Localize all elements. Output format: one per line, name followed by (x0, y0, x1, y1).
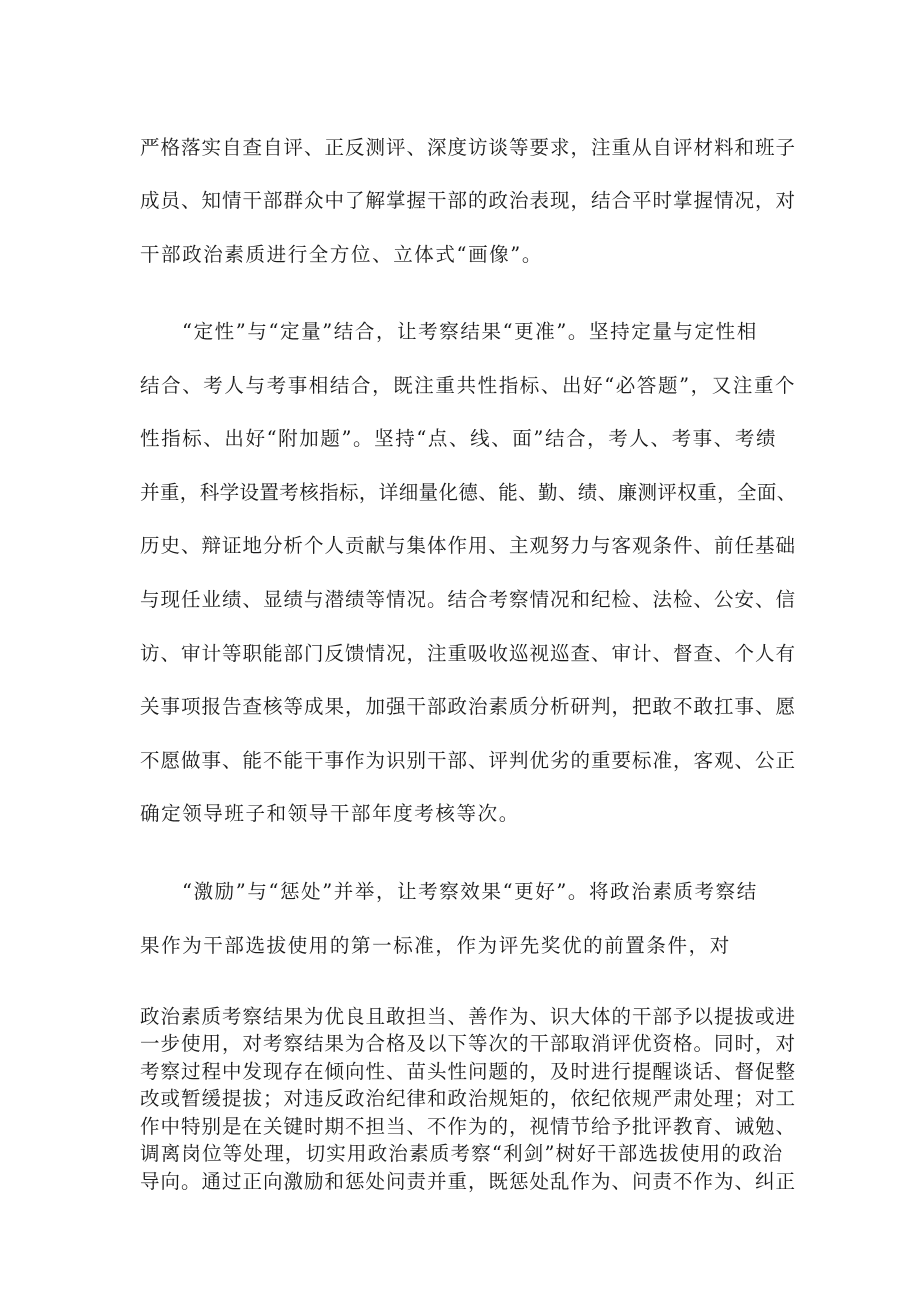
paragraph-line: 访、审计等职能部门反馈情况，注重吸收巡视巡查、审计、督查、个人有 (140, 642, 797, 665)
paragraph-line: 果作为干部选拔使用的第一标准，作为评先奖优的前置条件，对 (140, 934, 731, 957)
paragraph-line: 不愿做事、能不能干事作为识别干部、评判优劣的重要标准，客观、公正 (140, 749, 797, 772)
paragraph-line: 改或暂缓提拔；对违反政治纪律和政治规矩的，依纪依规严肃处理；对工 (140, 1087, 797, 1110)
paragraph-line: 干部政治素质进行全方位、立体式“画像”。 (140, 243, 543, 266)
paragraph-line: 关事项报告查核等成果，加强干部政治素质分析研判，把敢不敢扛事、愿 (140, 695, 797, 718)
paragraph-line: 政治素质考察结果为优良且敢担当、善作为、识大体的干部予以提拔或进 (140, 1005, 797, 1028)
paragraph-line: 作中特别是在关键时期不担当、不作为的，视情节给予批评教育、诫勉、 (140, 1115, 797, 1138)
paragraph-line: 考察过程中发现存在倾向性、苗头性问题的，及时进行提醒谈话、督促整 (140, 1060, 797, 1083)
paragraph-line: 并重，科学设置考核指标，详细量化德、能、勤、绩、廉测评权重，全面、 (140, 481, 797, 504)
paragraph-line: “激励”与“惩处”并举，让考察效果“更好”。将政治素质考察结 (182, 880, 758, 903)
paragraph-line: 调离岗位等处理，切实用政治素质考察“利剑”树好干部选拔使用的政治 (140, 1142, 784, 1165)
paragraph-line: 历史、辩证地分析个人贡献与集体作用、主观努力与客观条件、前任基础 (140, 534, 797, 557)
paragraph-line: 严格落实自查自评、正反测评、深度访谈等要求，注重从自评材料和班子 (140, 136, 797, 159)
paragraph-line: 一步使用，对考察结果为合格及以下等次的干部取消评优资格。同时，对 (140, 1032, 797, 1055)
paragraph-line: 导向。通过正向激励和惩处问责并重，既惩处乱作为、问责不作为、纠正 (140, 1170, 797, 1193)
paragraph-line: 与现任业绩、显绩与潜绩等情况。结合考察情况和纪检、法检、公安、信 (140, 588, 797, 611)
paragraph-line: “定性”与“定量”结合，让考察结果“更准”。坚持定量与定性相 (182, 320, 758, 343)
paragraph-line: 成员、知情干部群众中了解掌握干部的政治表现，结合平时掌握情况，对 (140, 189, 797, 212)
paragraph-line: 结合、考人与考事相结合，既注重共性指标、出好“必答题”，又注重个 (140, 374, 797, 397)
paragraph-line: 性指标、出好“附加题”。坚持“点、线、面”结合，考人、考事、考绩 (140, 427, 778, 450)
paragraph-line: 确定领导班子和领导干部年度考核等次。 (140, 802, 520, 825)
